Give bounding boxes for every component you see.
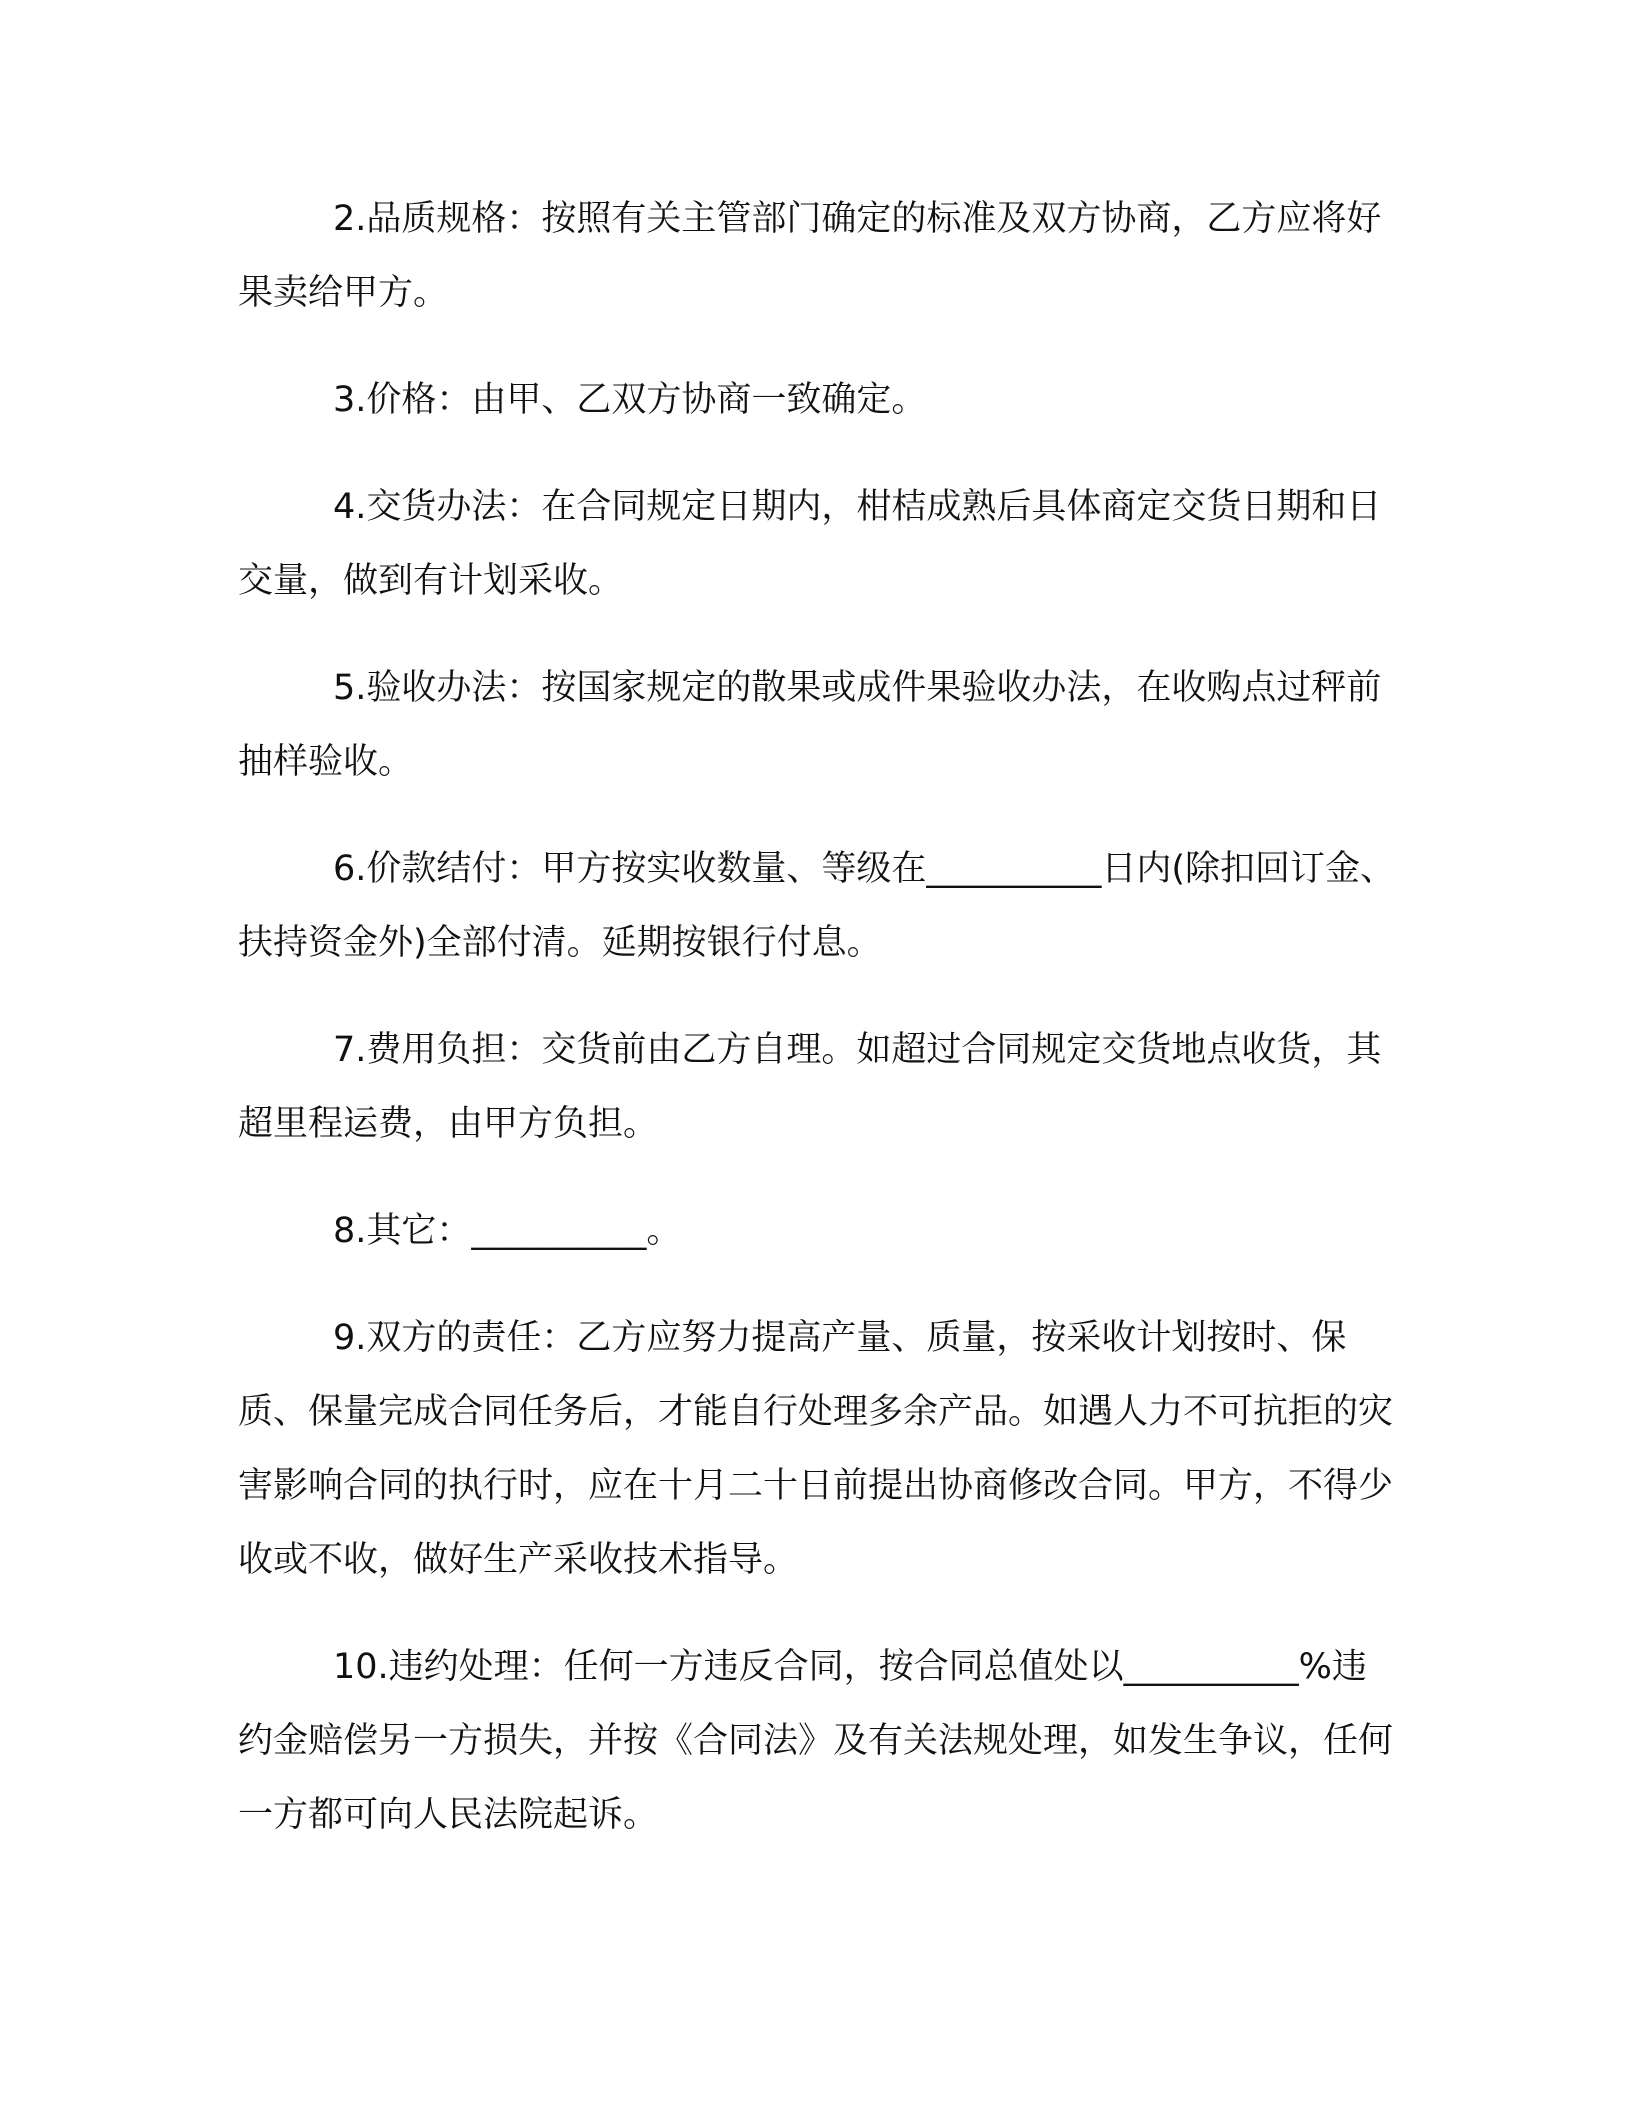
clause-4-delivery-method: 4.交货办法：在合同规定日期内，柑桔成熟后具体商定交货日期和日交量，做到有计划采收。 (238, 487, 1382, 601)
clause-3-price: 3.价格：由甲、乙双方协商一致确定。 (333, 380, 927, 420)
clause-5-acceptance-method: 5.验收办法：按国家规定的散果或成件果验收办法，在收购点过秤前抽样验收。 (238, 668, 1382, 782)
clause-8-other: 8.其它：__________。 (333, 1211, 682, 1251)
clause-6-payment-settlement: 6.价款结付：甲方按实收数量、等级在__________日内(除扣回订金、扶持资金外)全部付清。延期按银行付息。 (238, 849, 1396, 963)
clause-7-expense-bearing: 7.费用负担：交货前由乙方自理。如超过合同规定交货地点收货，其超里程运费，由甲方负担。 (238, 1030, 1382, 1144)
contract-body (238, 182, 1400, 1852)
clause-9-responsibilities: 9.双方的责任：乙方应努力提高产量、质量，按采收计划按时、保质、保量完成合同任务后，才能自行处理多余产品。如遇人力不可抗拒的灾害影响合同的执行时，应在十月二十日前提出协商修改合同。甲方，不得少收或不收，做好生产采收技术指导。 (238, 1318, 1394, 1580)
clause-10-breach-handling: 10.违约处理：任何一方违反合同，按合同总值处以__________%违约金赔偿另一方损失，并按《合同法》及有关法规处理，如发生争议，任何一方都可向人民法院起诉。 (238, 1647, 1394, 1835)
clause-2-quality-specification: 2.品质规格：按照有关主管部门确定的标准及双方协商，乙方应将好果卖给甲方。 (238, 199, 1382, 313)
